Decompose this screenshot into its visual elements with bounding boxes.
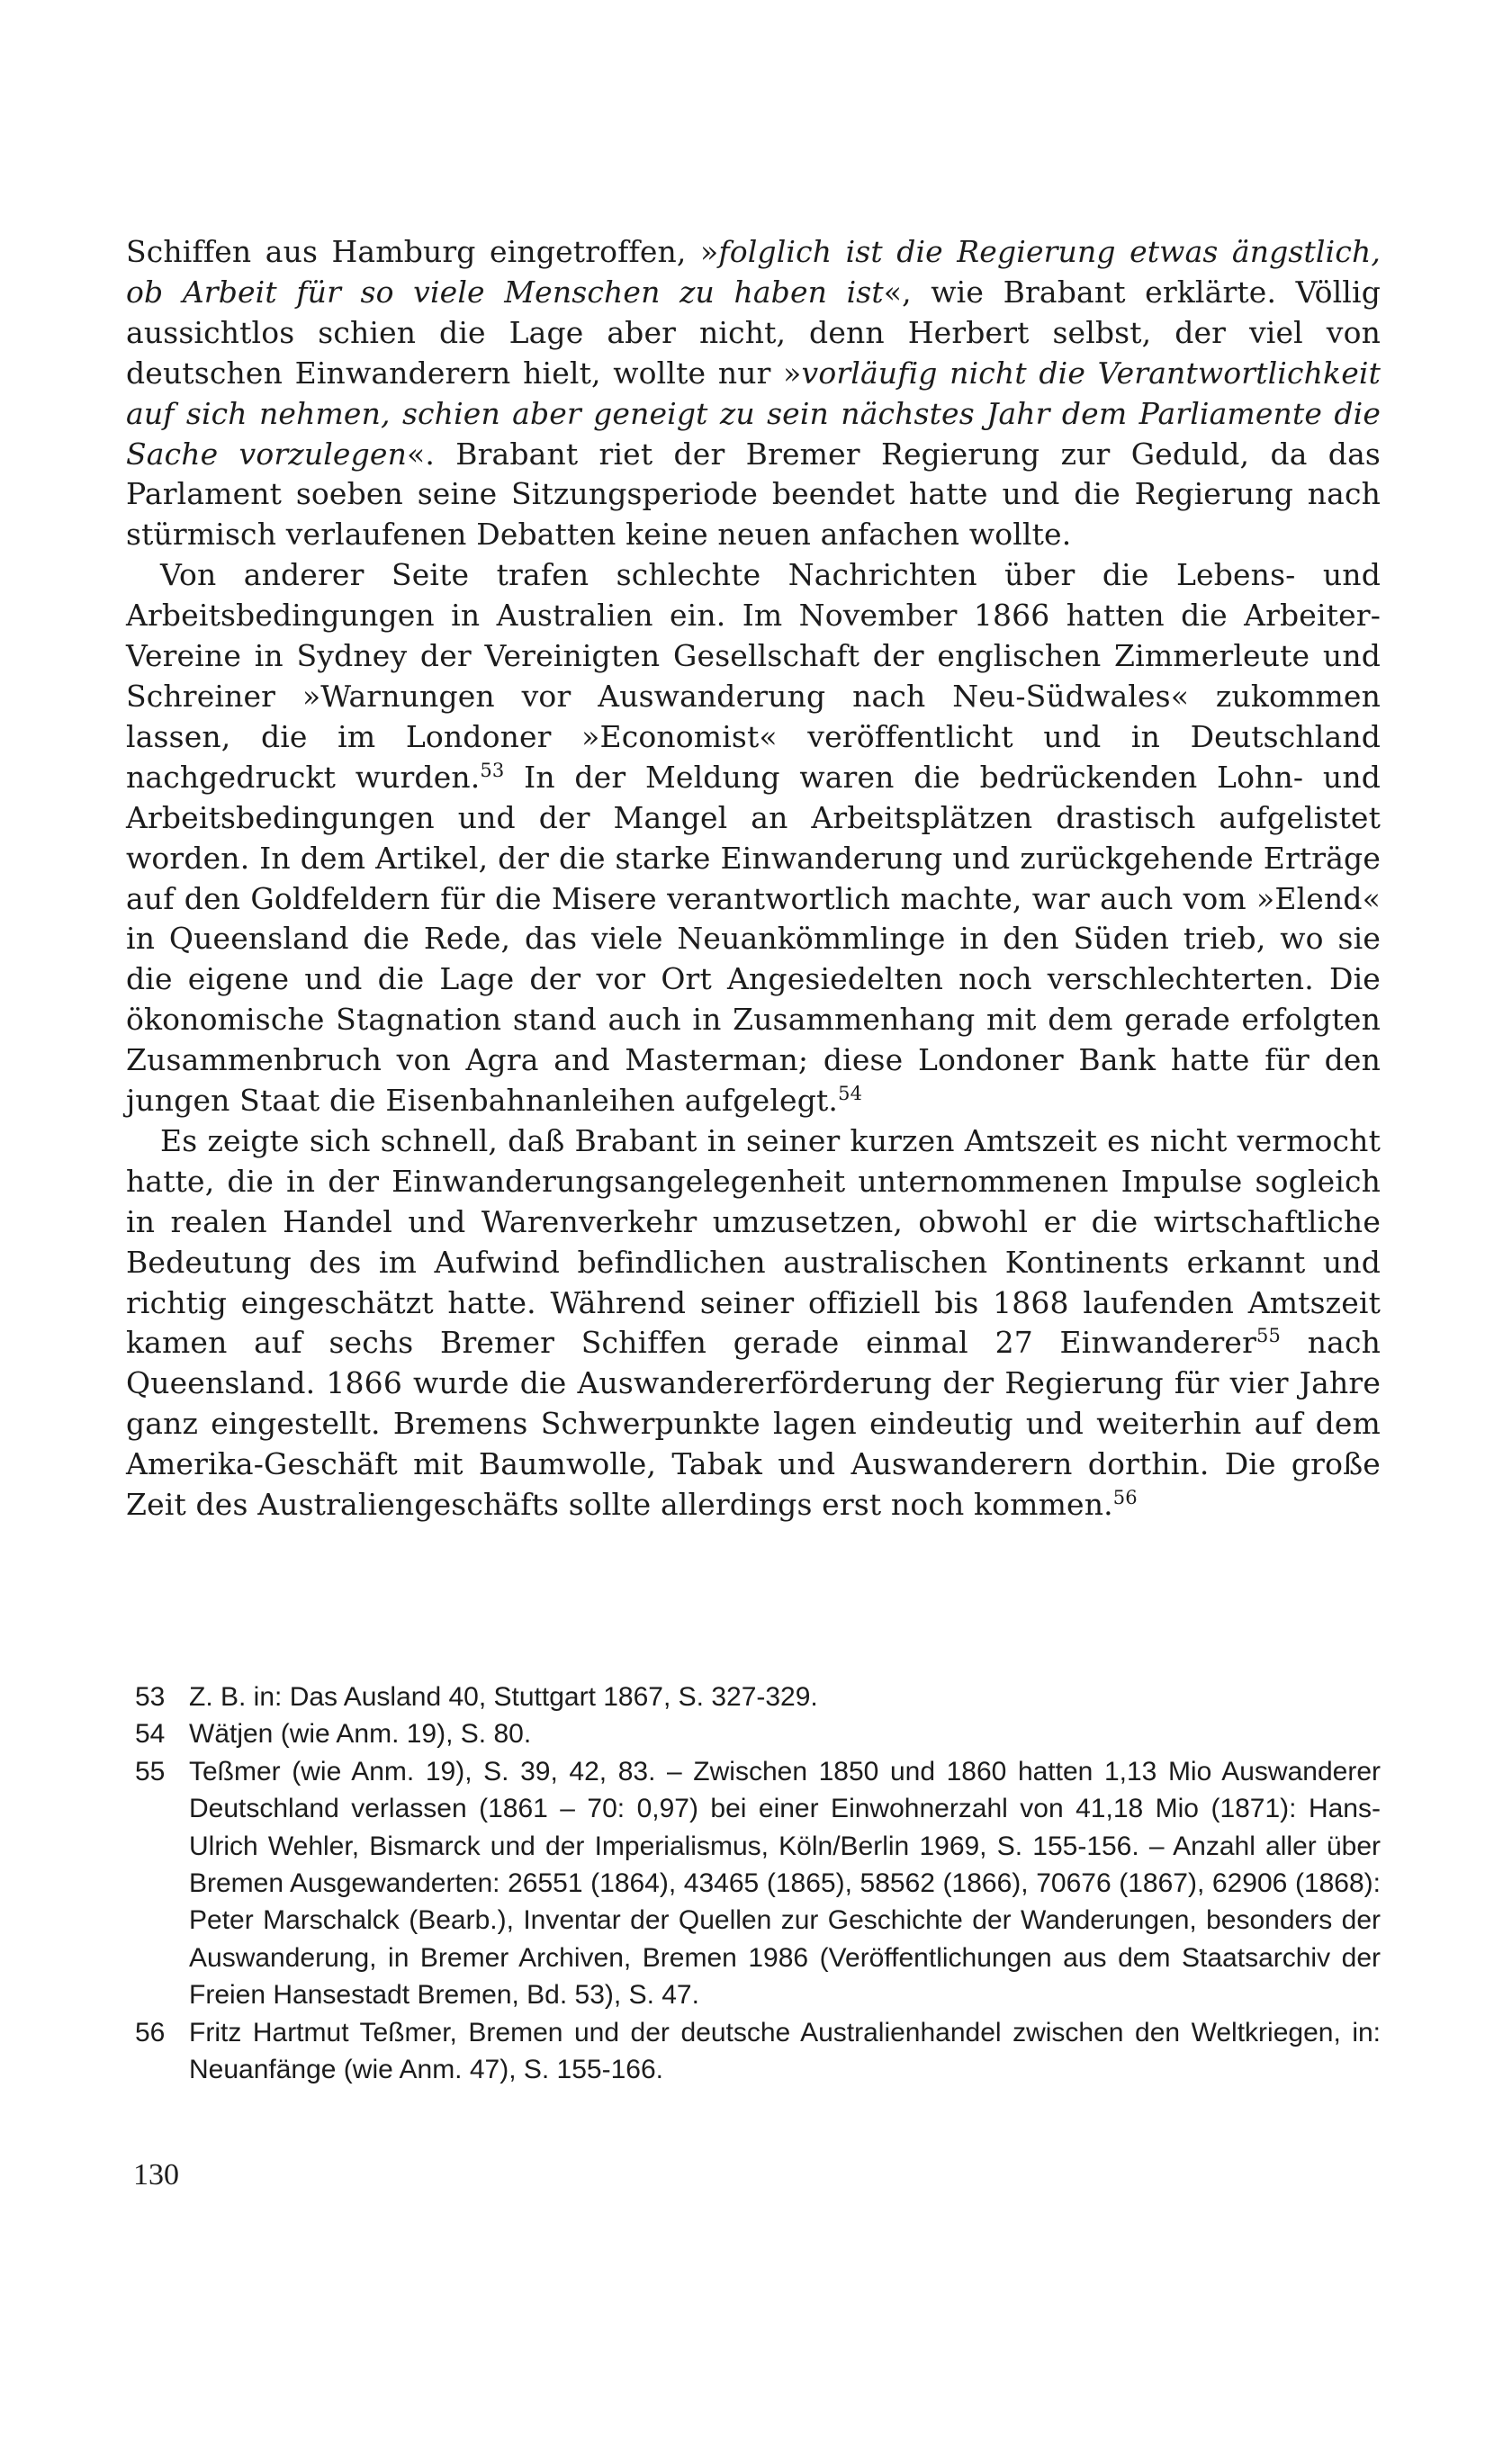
footnote-53 [135,1678,1381,1715]
p3-text-a: Es zeigte sich schnell, daß Brabant in seiner kurzen Amtszeit es nicht vermocht hatte, die in der Einwanderungsangelegenheit unternommenen Impulse sogleich in realen Handel und Warenverkehr umzusetzen, obwohl er die wirtschaftliche Bedeutung des im Aufwind befindlichen australischen Kontinents erkannt und richtig eingeschätzt hatte. Während seiner offiziell bis 1868 laufenden Amtszeit kamen auf sechs Bremer Schiffen gerade einmal 27 Einwanderer [126,1122,1381,1361]
footnote-number: 55 [135,1756,166,1786]
p1-text-e: «. Brabant riet der Bremer Regierung zur Geduld, da das Parlament soeben seine Sitzungsperiode beendet hatte und die Regierung nach stürmisch verlaufenen Debatten keine neuen anfachen wollte. [126,436,1381,553]
footnote-54 [135,1715,1381,1752]
paragraph-3 [126,1121,1381,1526]
paragraph-1 [126,232,1381,555]
footnote-number: 54 [135,1719,166,1750]
footnote-text: Teßmer (wie Anm. 19), S. 39, 42, 83. – Zwischen 1850 und 1860 hatten 1,13 Mio Auswanderer Deutschland verlassen (1861 – 70: 0,97) bei einer Einwohnerzahl von 41,18 Mio (1871): Hans-Ulrich Wehler, Bismarck und der Imperialismus, Köln/Berlin 1969, S. 155-156. – Anzahl aller über Bremen Ausgewanderten: 26551 (1864), 43465 (1865), 58562 (1866), 70676 (1867), 62906 (1868): Peter Marschalck (Bearb.), Inventar der Quellen zur Geschichte der Wanderungen, besonders der Auswanderung, in Bremer Archiven, Bremen 1986 (Veröffentlichungen aus dem Staatsarchiv der Freien Hansestadt Bremen, Bd. 53), S. 47. [189,1756,1381,2011]
p1-text-a: Schiffen aus Hamburg eingetroffen, » [126,234,719,269]
footnote-56 [135,2014,1381,2089]
paragraph-2 [126,555,1381,1121]
footnote-text: Z. B. in: Das Ausland 40, Stuttgart 1867, S. 327-329. [189,1682,818,1712]
main-text [126,232,1381,1526]
p3-text-b: nach Queensland. 1866 wurde die Auswandererförderung der Regierung für vier Jahre ganz eingestellt. Bremens Schwerpunkte lagen eindeutig und weiterhin auf dem Amerika-Geschäft mit Baumwolle, Tabak und Auswanderern dorthin. Die große Zeit des Australiengeschäfts sollte allerdings erst noch kommen. [126,1325,1382,1523]
footnote-number: 56 [135,2017,166,2048]
footnote-ref-56: 56 [1112,1487,1138,1509]
p1-quote-2: vorläufig nicht die Verantwortlichkeit auf sich nehmen, schien aber geneigt zu sein nächstes Jahr dem Parliamente die Sache vorzulegen [126,355,1381,472]
footnotes [135,1678,1381,2088]
p1-text-c: «, wie Brabant erklärte. Völlig aussichtlos schien die Lage aber nicht, denn Herbert selbst, der viel von deutschen Einwanderern hielt, wollte nur » [126,274,1381,391]
footnote-text: Wätjen (wie Anm. 19), S. 80. [189,1719,532,1750]
footnote-ref-53: 53 [480,759,505,781]
footnote-text: Fritz Hartmut Teßmer, Bremen und der deutsche Australienhandel zwischen den Weltkriegen, in: Neuanfänge (wie Anm. 47), S. 155-166. [189,2017,1381,2085]
p1-quote-1: folglich ist die Regierung etwas ängstlich, ob Arbeit für so viele Menschen zu haben ist [126,234,1381,310]
page-number: 130 [133,2158,179,2192]
footnote-ref-54: 54 [838,1083,863,1105]
footnote-55 [135,1753,1381,2014]
p2-text-b: In der Meldung waren die bedrückenden Lohn- und Arbeitsbedingungen und der Mangel an Arbeitsplätzen drastisch aufgelistet worden. In dem Artikel, der die starke Einwanderung und zurückgehende Erträge auf den Goldfeldern für die Misere verantwortlich machte, war auch vom »Elend« in Queensland die Rede, das viele Neuankömmlinge in den Süden trieb, wo sie die eigene und die Lage der vor Ort Angesiedelten noch verschlechterten. Die ökonomische Stagnation stand auch in Zusammenhang mit dem gerade erfolgten Zusammenbruch von Agra and Masterman; diese Londoner Bank hatte für den jungen Staat die Eisenbahnanleihen aufgelegt. [126,759,1381,1119]
footnote-ref-55: 55 [1256,1325,1282,1347]
footnote-number: 53 [135,1682,166,1712]
p2-text-a: Von anderer Seite trafen schlechte Nachrichten über die Lebens- und Arbeitsbedingungen in Australien ein. Im November 1866 hatten die Arbeiter-Vereine in Sydney der Vereinigten Gesellschaft der englischen Zimmerleute und Schreiner »Warnungen vor Auswanderung nach Neu-Südwales« zukommen lassen, die im Londoner »Economist« veröffentlicht und in Deutschland nachgedruckt wurden. [126,557,1381,795]
